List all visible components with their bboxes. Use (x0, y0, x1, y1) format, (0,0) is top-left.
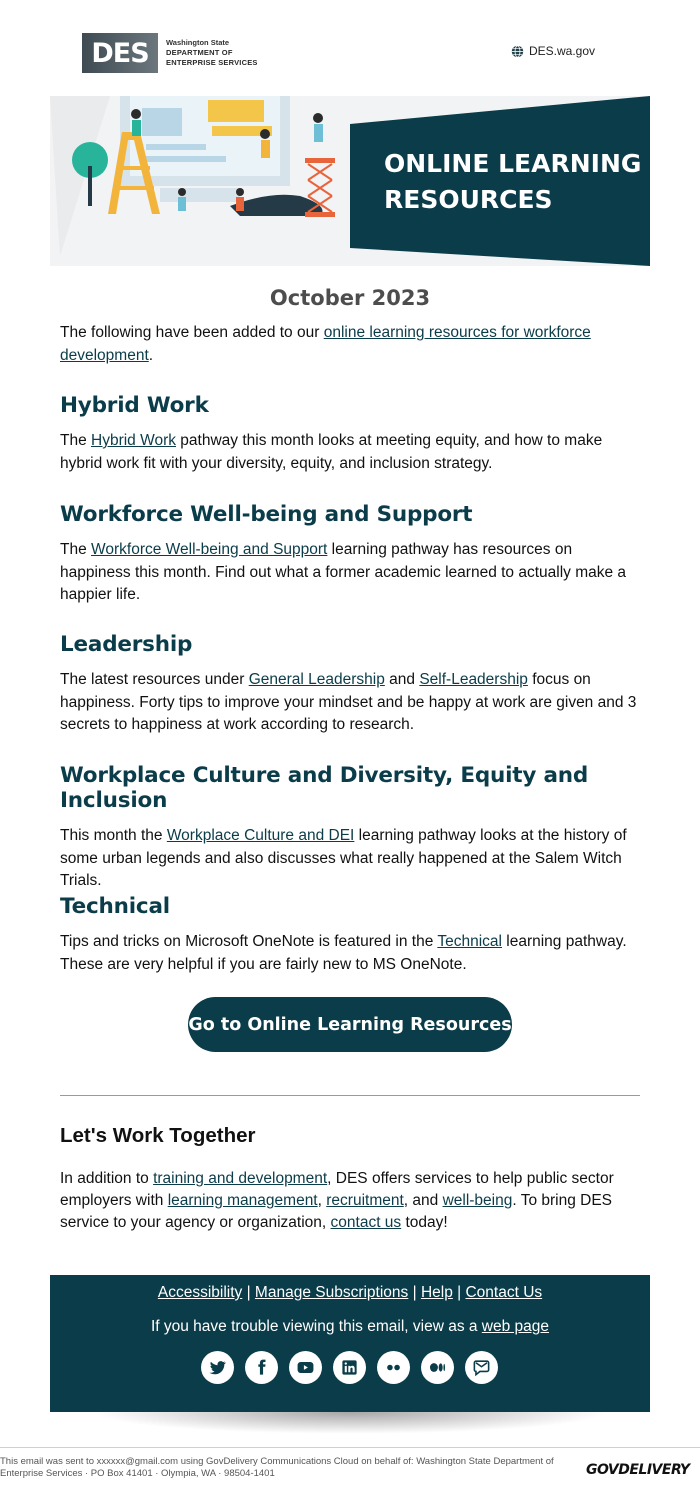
help-link[interactable]: Help (420, 1284, 453, 1301)
banner-title-line-1: ONLINE LEARNING (384, 149, 642, 178)
footer-separator: | (408, 1284, 421, 1301)
technical-link[interactable]: Technical (437, 933, 502, 950)
section-leadership (60, 632, 640, 737)
workplace-culture-dei-link[interactable]: Workplace Culture and DEI (166, 827, 355, 844)
intro-end: . (148, 346, 154, 364)
well-being-link[interactable]: well-being (442, 1192, 513, 1209)
des-logo[interactable] (82, 33, 258, 73)
banner-title (384, 146, 644, 218)
together-text: , and (403, 1192, 443, 1209)
view-as-webpage (50, 1318, 650, 1336)
globe-icon (511, 45, 524, 58)
hero-banner (50, 96, 650, 266)
section-text: learning pathway looks at the history of some urban legends and also discusses what really happened at the Salem Witch Trials. (60, 827, 627, 889)
together-text: today! (401, 1214, 448, 1231)
section-body (60, 669, 640, 737)
logo-line-2: DEPARTMENT OF (166, 48, 233, 57)
section-title: Hybrid Work (60, 393, 209, 418)
email-footer (50, 1275, 650, 1412)
section-workforce-wellbeing (60, 502, 640, 607)
together-title: Let's Work Together (60, 1124, 256, 1147)
site-link[interactable] (511, 44, 595, 58)
des-logo-mark: DES (82, 33, 158, 73)
linkedin-icon[interactable] (333, 1351, 366, 1384)
section-body (60, 539, 640, 607)
govdelivery-bar (0, 1447, 700, 1490)
go-to-resources-button[interactable]: Go to Online Learning Resources (188, 997, 512, 1052)
section-title: Leadership (60, 632, 193, 657)
section-technical (60, 894, 640, 976)
section-text: learning pathway. These are very helpful if you are fairly new to MS OneNote. (60, 933, 627, 973)
together-text: In addition to (60, 1170, 154, 1187)
footer-separator: | (242, 1284, 255, 1301)
together-text: , DES offers services to help public sector employers with (60, 1170, 614, 1209)
email-header (0, 0, 700, 96)
section-text: learning pathway has resources on happiness this month. Find out what a former academic learned to actually make a happier life. (60, 541, 627, 603)
footer-links (50, 1284, 650, 1302)
medium-icon[interactable] (421, 1351, 454, 1384)
youtube-icon[interactable] (289, 1351, 322, 1384)
section-body (60, 430, 640, 475)
section-text: pathway this month looks at meeting equity, and how to make hybrid work fit with your diversity, equity, and inclusion strategy. (60, 432, 603, 472)
general-leadership-link[interactable]: General Leadership (248, 671, 385, 688)
section-text: The latest resources under (60, 671, 249, 688)
footer-contact-us-link[interactable]: Contact Us (465, 1284, 543, 1301)
accessibility-link[interactable]: Accessibility (157, 1284, 243, 1301)
logo-line-3: ENTERPRISE SERVICES (166, 58, 258, 67)
intro-text: The following have been added to our (60, 324, 324, 341)
social-links (201, 1351, 498, 1384)
self-leadership-link[interactable]: Self-Leadership (419, 671, 528, 688)
together-text: . To bring DES service to your agency or organization, (60, 1192, 613, 1231)
banner-title-line-2: RESOURCES (384, 185, 553, 214)
section-body (60, 825, 640, 893)
view-text: If you have trouble viewing this email, view as a (150, 1318, 482, 1335)
intro-paragraph (60, 322, 640, 367)
govdelivery-logo[interactable]: GOVDELIVERY (586, 1462, 690, 1478)
logo-line-1: Washington State (166, 38, 230, 47)
section-title: Technical (60, 894, 170, 919)
section-title: Workforce Well-being and Support (60, 502, 473, 527)
section-text: The (60, 541, 92, 558)
site-link-text: DES.wa.gov (529, 44, 596, 58)
training-development-link[interactable]: training and development (153, 1170, 328, 1187)
email-signup-icon[interactable] (465, 1351, 498, 1384)
section-workplace-culture (60, 763, 640, 893)
section-text: focus on happiness. Forty tips to improve your mindset and be happy at work are given and 3 secrets to happiness at work according to research. (60, 671, 637, 733)
contact-us-link[interactable]: contact us (330, 1214, 402, 1231)
des-logo-text (166, 38, 258, 68)
footer-shadow (90, 1412, 610, 1434)
together-paragraph (60, 1168, 650, 1234)
sent-to-notice: This email was sent to xxxxxx@gmail.com using GovDelivery Communications Cloud on behalf of: Washington State Department of Enterprise Services · PO Box 41401 · Olympia, WA · 98504-1401 (0, 1456, 554, 1479)
facebook-icon[interactable] (245, 1351, 278, 1384)
newsletter-month: October 2023 (269, 286, 431, 310)
workforce-wellbeing-link[interactable]: Workforce Well-being and Support (91, 541, 328, 558)
twitter-icon[interactable] (201, 1351, 234, 1384)
flickr-icon[interactable] (377, 1351, 410, 1384)
online-learning-link[interactable]: online learning resources for workforce development (60, 324, 591, 364)
section-text: The (60, 432, 92, 449)
learning-management-link[interactable]: learning management (167, 1192, 318, 1209)
recruitment-link[interactable]: recruitment (326, 1192, 404, 1209)
section-text: This month the (60, 827, 167, 844)
section-title: Workplace Culture and Diversity, Equity and Inclusion (60, 763, 589, 813)
section-body (60, 931, 640, 976)
together-text: , (317, 1192, 327, 1209)
hybrid-work-link[interactable]: Hybrid Work (91, 432, 176, 449)
divider (60, 1095, 640, 1096)
section-hybrid-work (60, 393, 640, 475)
web-page-link[interactable]: web page (481, 1318, 550, 1335)
footer-separator: | (452, 1284, 466, 1301)
section-text: Tips and tricks on Microsoft OneNote is featured in the (60, 933, 438, 950)
manage-subscriptions-link[interactable]: Manage Subscriptions (254, 1284, 409, 1301)
section-text: and (384, 671, 420, 688)
